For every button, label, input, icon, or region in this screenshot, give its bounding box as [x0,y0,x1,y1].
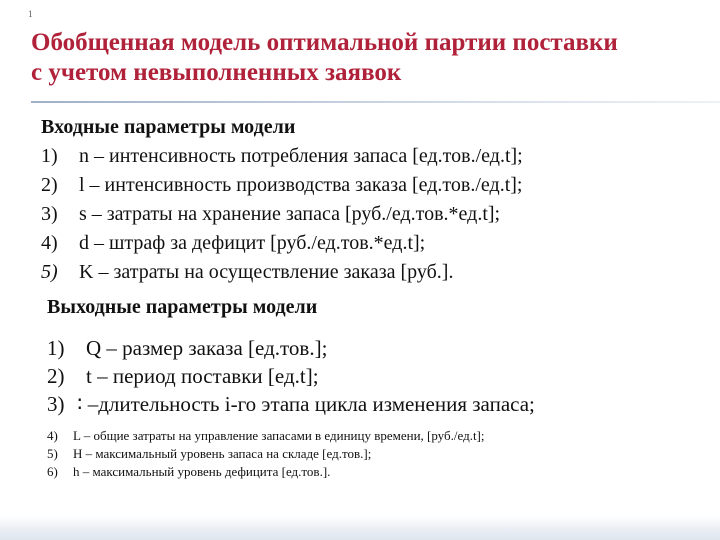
input-item-4-number: 4) [41,232,58,254]
output-item-1-number: 1) [47,336,65,360]
input-item-5-text: K – затраты на осуществление заказа [руб.]. [79,261,454,283]
input-item-2-number: 2) [41,174,58,196]
output-item-2-number: 2) [47,364,65,388]
output-item-1-text: Q – размер заказа [ед.тов.]; [86,336,328,360]
output-item-4-text: L – общие затраты на управление запасами в единицу времени, [руб./ед.t]; [73,428,485,443]
input-item-3 [41,203,500,226]
output-item-5 [47,446,371,462]
input-item-1-number: 1) [41,145,58,167]
output-item-1 [47,336,327,361]
input-item-5-number: 5) [41,261,58,283]
input-item-1-text: n – интенсивность потребления запаса [ед.тов./ед.t]; [79,145,523,167]
output-item-3-number: 3) [47,392,65,416]
output-item-3-text: ∶ –длительность i-го этапа цикла изменения запаса; [77,392,535,416]
output-heading: Выходные параметры модели [47,296,318,318]
output-item-2 [47,364,319,389]
input-item-3-number: 3) [41,203,58,225]
title-line-2: с учетом невыполненных заявок [31,59,402,86]
input-item-3-text: s – затраты на хранение запаса [руб./ед.тов.*ед.t]; [79,203,501,225]
output-item-2-text: t – период поставки [ед.t]; [86,364,319,388]
bottom-decoration [0,516,720,540]
input-item-5 [41,261,453,284]
output-item-6 [47,464,330,480]
input-item-4 [41,232,425,255]
output-item-6-text: h – максимальный уровень дефицита [ед.тов.]. [73,464,331,479]
input-item-2-text: l – интенсивность производства заказа [ед.тов./ед.t]; [79,174,523,196]
output-item-3 [47,392,535,417]
output-item-5-text: H – максимальный уровень запаса на складе [ед.тов.]; [73,446,372,461]
output-item-6-number: 6) [47,464,58,479]
input-heading: Входные параметры модели [41,116,296,138]
input-item-4-text: d – штраф за дефицит [руб./ед.тов.*ед.t]; [79,232,426,254]
input-item-2 [41,174,522,197]
output-item-4 [47,428,485,444]
title-divider [31,101,720,103]
corner-mark: 1 [28,9,33,19]
output-item-5-number: 5) [47,446,58,461]
title-line-1: Обобщенная модель оптимальной партии поставки [31,29,618,56]
input-item-1 [41,145,523,168]
slide-title [31,28,711,88]
output-item-4-number: 4) [47,428,58,443]
